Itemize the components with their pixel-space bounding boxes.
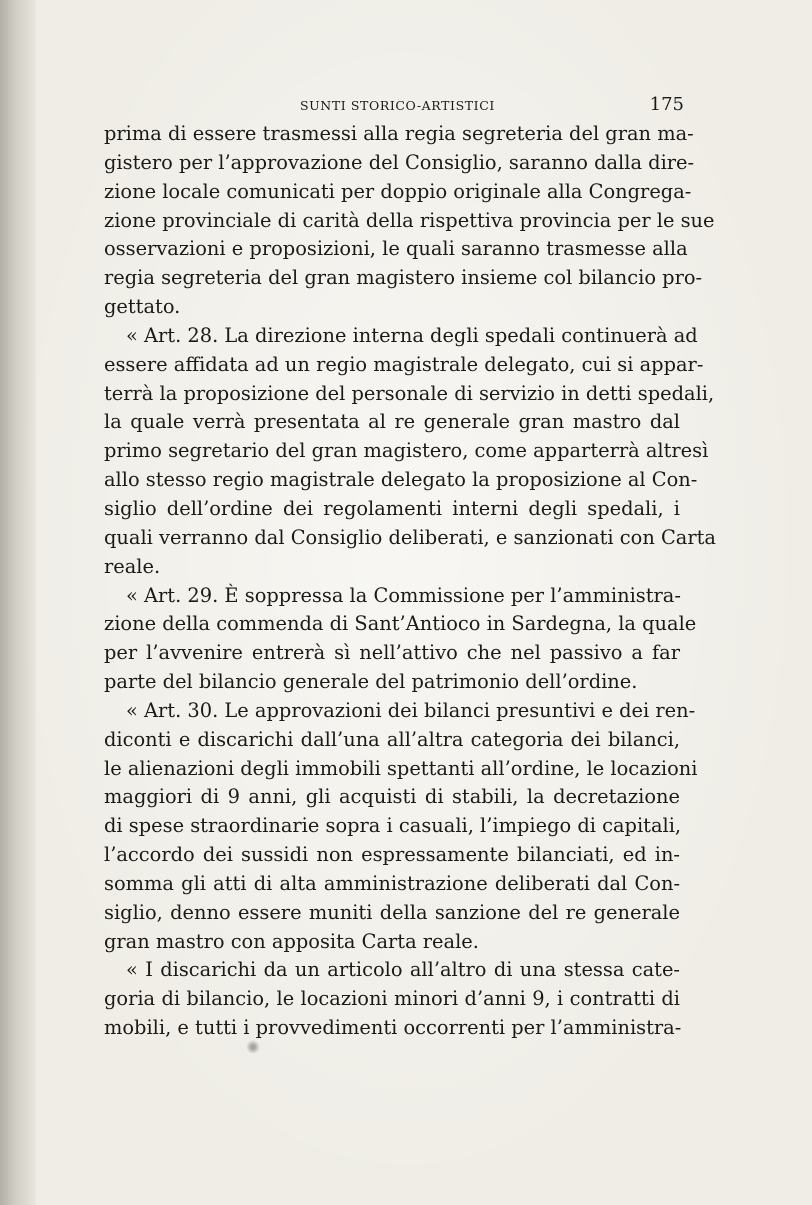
text-line: essere affidata ad un regio magistrale delegato, cui si appar- (104, 352, 704, 376)
text-line: di spese straordinarie sopra i casuali, l’impiego di capitali, (104, 814, 682, 838)
running-head: SUNTI STORICO-ARTISTICI (300, 98, 495, 113)
text-line: reale. (104, 554, 161, 578)
binding-edge-shadow (0, 0, 36, 1205)
text-line: gettato. (104, 295, 181, 319)
text-line: per l’avvenire entrerà sì nell’attivo che nel passivo a far (104, 641, 680, 665)
text-line: terrà la proposizione del personale di servizio in detti spedali, (104, 381, 715, 405)
text-line: zione locale comunicati per doppio originale alla Congrega- (104, 179, 692, 203)
page-header (104, 94, 684, 118)
text-line: siglio dell’ordine dei regolamenti interni degli spedali, i (104, 496, 680, 520)
text-line: allo stesso regio magistrale delegato la proposizione al Con- (104, 468, 698, 492)
text-line: diconti e discarichi dall’una all’altra categoria dei bilanci, (104, 727, 680, 751)
text-line: le alienazioni degli immobili spettanti all’ordine, le locazioni (104, 756, 698, 780)
text-line: regia segreteria del gran magistero insieme col bilancio pro- (104, 266, 703, 290)
page-number: 175 (649, 94, 684, 115)
paragraph-discarichi-start: « I discarichi da un articolo all’altro di una stessa cate- (126, 958, 680, 982)
article-28-start: « Art. 28. La direzione interna degli spedali continuerà ad (126, 323, 698, 347)
text-line: quali verranno dal Consiglio deliberati, e sanzionati con Carta (104, 525, 716, 549)
article-30-start: « Art. 30. Le approvazioni dei bilanci presuntivi e dei ren- (126, 698, 696, 722)
text-line: l’accordo dei sussidi non espressamente bilanciati, ed in- (104, 843, 680, 867)
text-line: siglio, denno essere muniti della sanzione del re generale (104, 900, 680, 924)
paper-stain (246, 1040, 260, 1054)
text-line: zione provinciale di carità della rispettiva provincia per le sue (104, 208, 715, 232)
text-line: somma gli atti di alta amministrazione deliberati dal Con- (104, 871, 680, 895)
text-line: maggiori di 9 anni, gli acquisti di stabili, la decretazione (104, 785, 680, 809)
text-line: prima di essere trasmessi alla regia segreteria del gran ma- (104, 122, 694, 145)
text-line: osservazioni e proposizioni, le quali saranno trasmesse alla (104, 237, 688, 261)
text-line: primo segretario del gran magistero, come apparterrà altresì (104, 439, 709, 463)
article-29-start: « Art. 29. È soppressa la Commissione per l’amministra- (126, 583, 681, 607)
text-line: gran mastro con apposita Carta reale. (104, 929, 479, 953)
text-line: zione della commenda di Sant’Antioco in Sardegna, la quale (104, 612, 697, 636)
text-line: gistero per l’approvazione del Consiglio, saranno dalla dire- (104, 150, 695, 174)
body-text (104, 120, 716, 1043)
text-line: parte del bilancio generale del patrimonio dell’ordine. (104, 670, 638, 694)
text-line: mobili, e tutti i provvedimenti occorrenti per l’amministra- (104, 1016, 682, 1040)
text-line: la quale verrà presentata al re generale gran mastro dal (104, 410, 680, 434)
text-line: goria di bilancio, le locazioni minori d’anni 9, i contratti di (104, 987, 680, 1011)
